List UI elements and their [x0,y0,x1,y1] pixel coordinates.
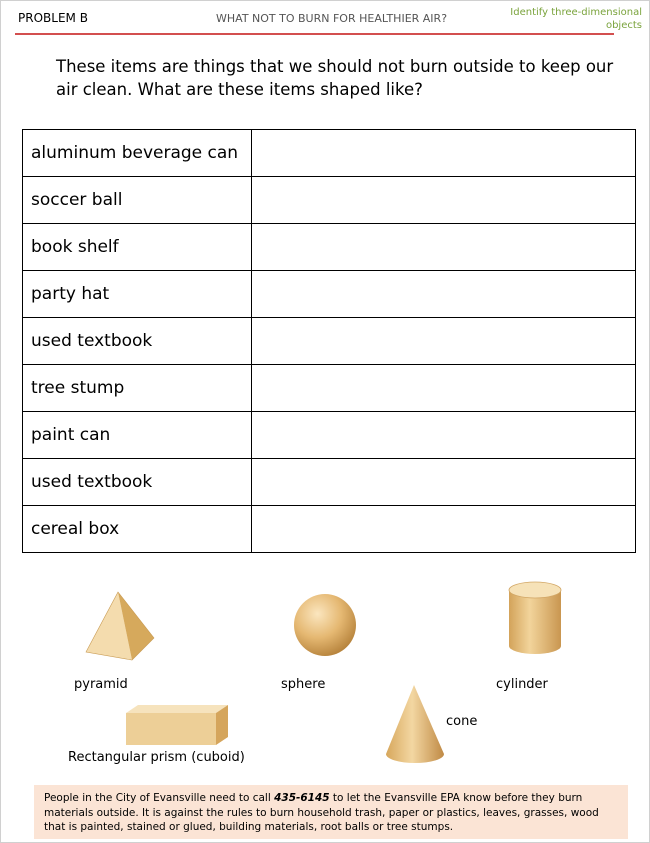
answer-cell[interactable] [252,365,636,412]
problem-label: PROBLEM B [18,11,88,25]
cone-label: cone [446,714,478,729]
answer-cell[interactable] [252,271,636,318]
table-row [23,224,636,271]
item-name: book shelf [23,224,252,271]
pyramid-icon [80,590,160,662]
instructions: These items are things that we should not burn outside to keep our air clean. What are these items shaped like? [56,57,614,99]
item-name: cereal box [23,506,252,553]
burn-notice [34,785,628,839]
table-row [23,271,636,318]
table-row [23,459,636,506]
item-name: party hat [23,271,252,318]
rectangular-prism-icon [124,703,230,747]
item-name: paint can [23,412,252,459]
answer-cell[interactable] [252,130,636,177]
table-row [23,412,636,459]
rectangular-prism-label: Rectangular prism (cuboid) [68,750,245,765]
table-row [23,365,636,412]
answer-cell[interactable] [252,318,636,365]
cylinder-label: cylinder [496,677,548,692]
answer-cell[interactable] [252,412,636,459]
answer-cell[interactable] [252,177,636,224]
worksheet-title: WHAT NOT TO BURN FOR HEALTHIER AIR? [216,12,448,25]
table-row [23,130,636,177]
answer-cell[interactable] [252,459,636,506]
answer-table [22,129,636,553]
cylinder-icon [505,580,565,656]
answer-cell[interactable] [252,224,636,271]
phone-number: 435-6145 [274,792,330,804]
item-name: aluminum beverage can [23,130,252,177]
table-row [23,177,636,224]
sphere-label: sphere [281,677,326,692]
item-name: used textbook [23,459,252,506]
sphere-icon [290,592,360,658]
item-name: used textbook [23,318,252,365]
table-row [23,318,636,365]
item-name: soccer ball [23,177,252,224]
answer-cell[interactable] [252,506,636,553]
notice-text-start: People in the City of Evansville need to call [44,792,275,804]
notice-text-end: to let the Evansville EPA know before they burn materials outside. It is against the rules to burn household trash, paper or plastics, leaves, grasses, wood that is painted, stained or glued, building materials, root balls or tree stumps. [44,792,599,833]
table-row [23,506,636,553]
cone-icon [382,682,448,766]
item-name: tree stump [23,365,252,412]
pyramid-label: pyramid [74,677,128,692]
learning-objective: Identify three-dimensional objects [510,7,642,31]
header-rule [15,33,614,35]
